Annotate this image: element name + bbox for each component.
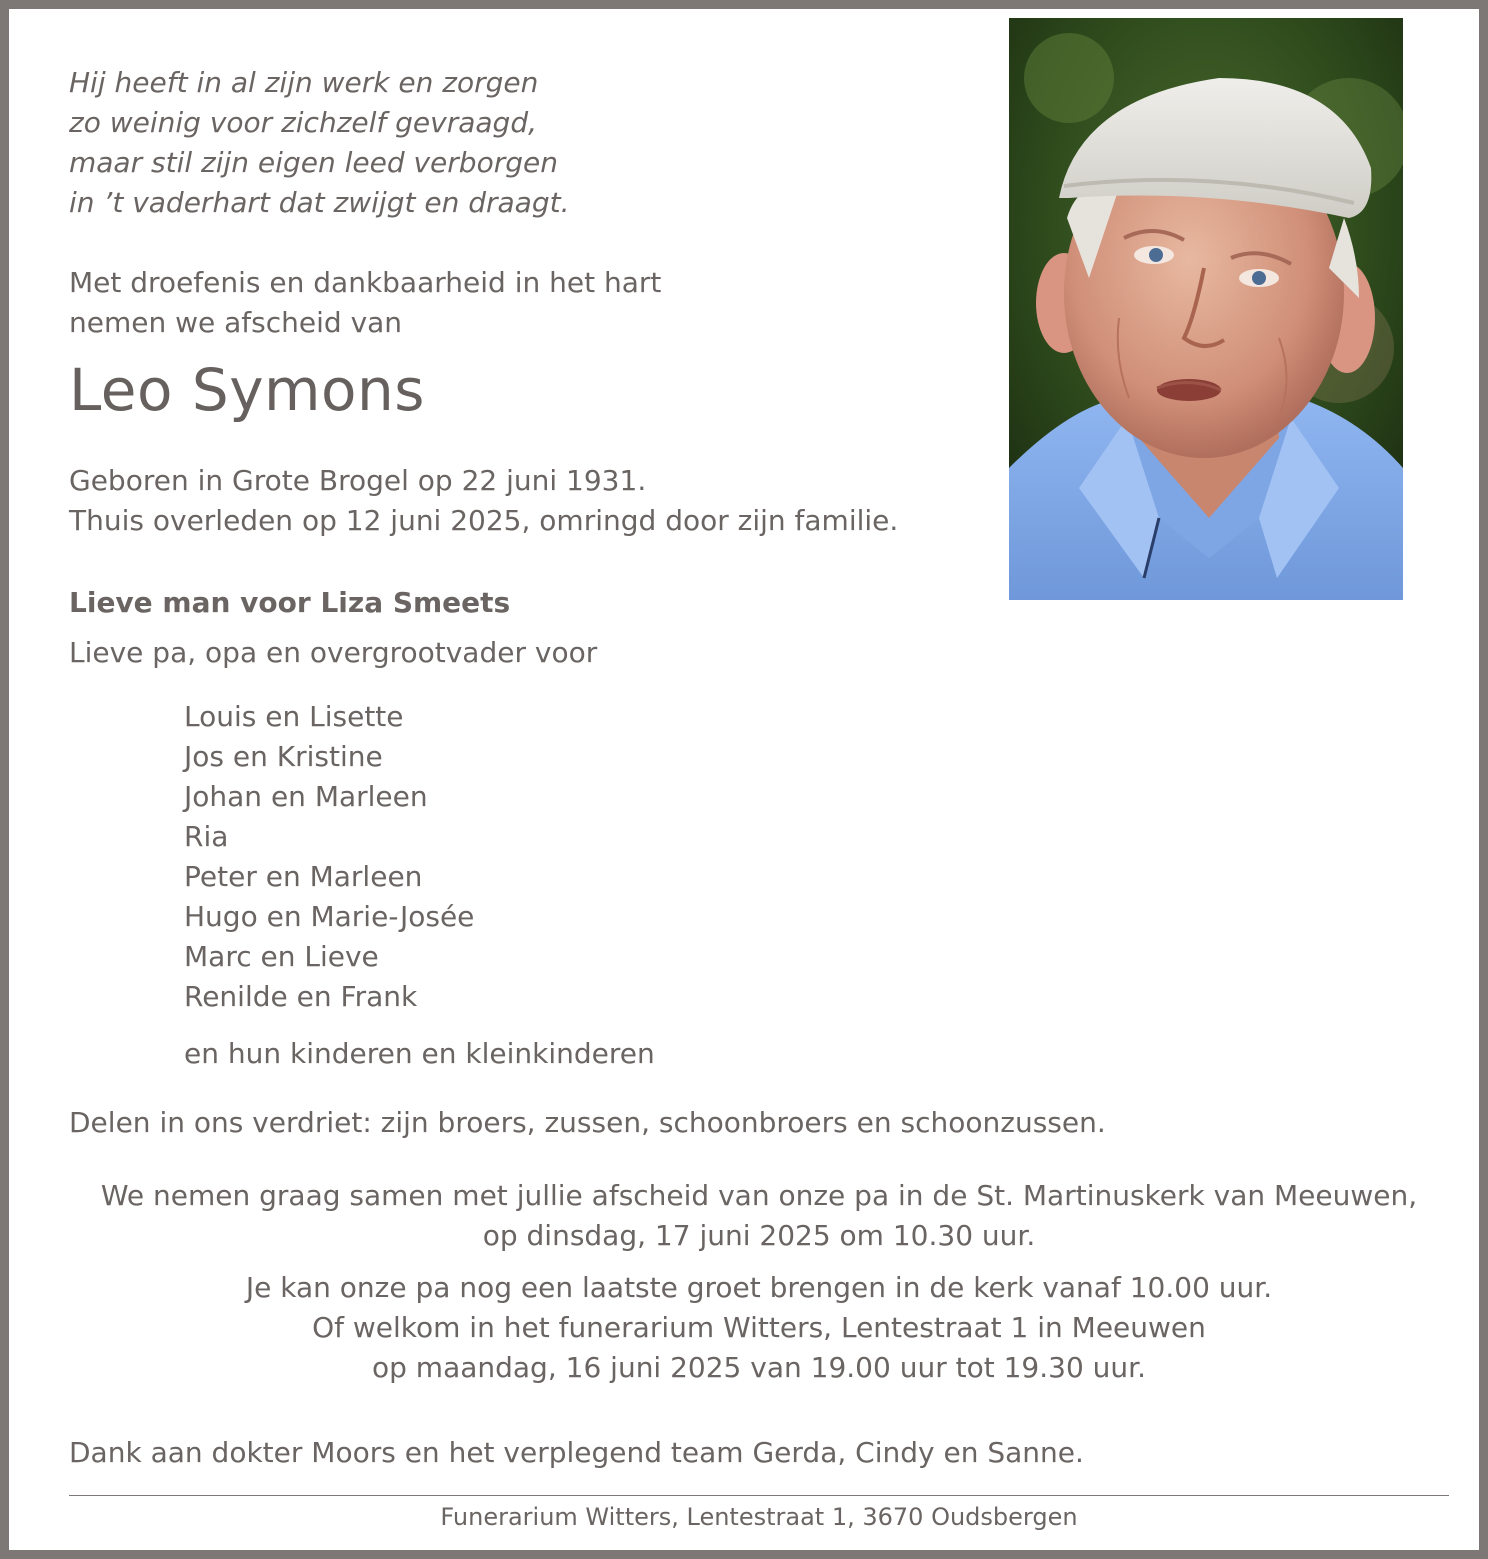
death-line: Thuis overleden op 12 juni 2025, omringd door zijn familie. bbox=[69, 504, 899, 537]
child-couple: Louis en Lisette bbox=[184, 700, 404, 733]
portrait-photo bbox=[1009, 18, 1403, 600]
birth-death-dates bbox=[69, 461, 989, 541]
visitation-line: Je kan onze pa nog een laatste groet brengen in de kerk vanaf 10.00 uur. bbox=[245, 1271, 1273, 1304]
intro-line: Met droefenis en dankbaarheid in het hart bbox=[69, 266, 662, 299]
child-couple: Marc en Lieve bbox=[184, 940, 379, 973]
intro-text bbox=[69, 263, 969, 343]
funeral-service-info bbox=[49, 1176, 1469, 1256]
visitation-line: op maandag, 16 juni 2025 van 19.00 uur tot 19.30 uur. bbox=[371, 1351, 1146, 1384]
divider bbox=[69, 1495, 1449, 1496]
thanks-line: Dank aan dokter Moors en het verplegend team Gerda, Cindy en Sanne. bbox=[69, 1436, 1084, 1469]
visitation-line: Of welkom in het funerarium Witters, Lentestraat 1 in Meeuwen bbox=[312, 1311, 1206, 1344]
intro-line: nemen we afscheid van bbox=[69, 306, 403, 339]
child-couple: Renilde en Frank bbox=[184, 980, 418, 1013]
child-couple: Hugo en Marie-Josée bbox=[184, 900, 475, 933]
poem-line: zo weinig voor zichzelf gevraagd, bbox=[69, 106, 538, 139]
share-grief-line: Delen in ons verdriet: zijn broers, zussen, schoonbroers en schoonzussen. bbox=[69, 1106, 1106, 1139]
child-couple: Johan en Marleen bbox=[184, 780, 428, 813]
service-line: We nemen graag samen met jullie afscheid van onze pa in de St. Martinuskerk van Meeuwen, bbox=[100, 1179, 1418, 1212]
child-couple: Jos en Kristine bbox=[184, 740, 383, 773]
deceased-name: Leo Symons bbox=[69, 356, 426, 424]
children-intro: Lieve pa, opa en overgrootvader voor bbox=[69, 636, 598, 669]
children-list bbox=[184, 697, 474, 1017]
spouse-line: Lieve man voor Liza Smeets bbox=[69, 586, 511, 619]
poem-line: Hij heeft in al zijn werk en zorgen bbox=[69, 66, 539, 99]
child-couple: Peter en Marleen bbox=[184, 860, 423, 893]
poem-line: in ’t vaderhart dat zwijgt en draagt. bbox=[69, 186, 570, 219]
funeral-home-footer: Funerarium Witters, Lentestraat 1, 3670 Oudsbergen bbox=[440, 1503, 1078, 1531]
poem-line: maar stil zijn eigen leed verborgen bbox=[69, 146, 558, 179]
memorial-poem bbox=[69, 63, 969, 223]
service-line: op dinsdag, 17 juni 2025 om 10.30 uur. bbox=[482, 1219, 1036, 1252]
visitation-info bbox=[49, 1268, 1469, 1388]
birth-line: Geboren in Grote Brogel op 22 juni 1931. bbox=[69, 464, 647, 497]
grandchildren-line: en hun kinderen en kleinkinderen bbox=[184, 1037, 655, 1070]
child-couple: Ria bbox=[184, 820, 229, 853]
